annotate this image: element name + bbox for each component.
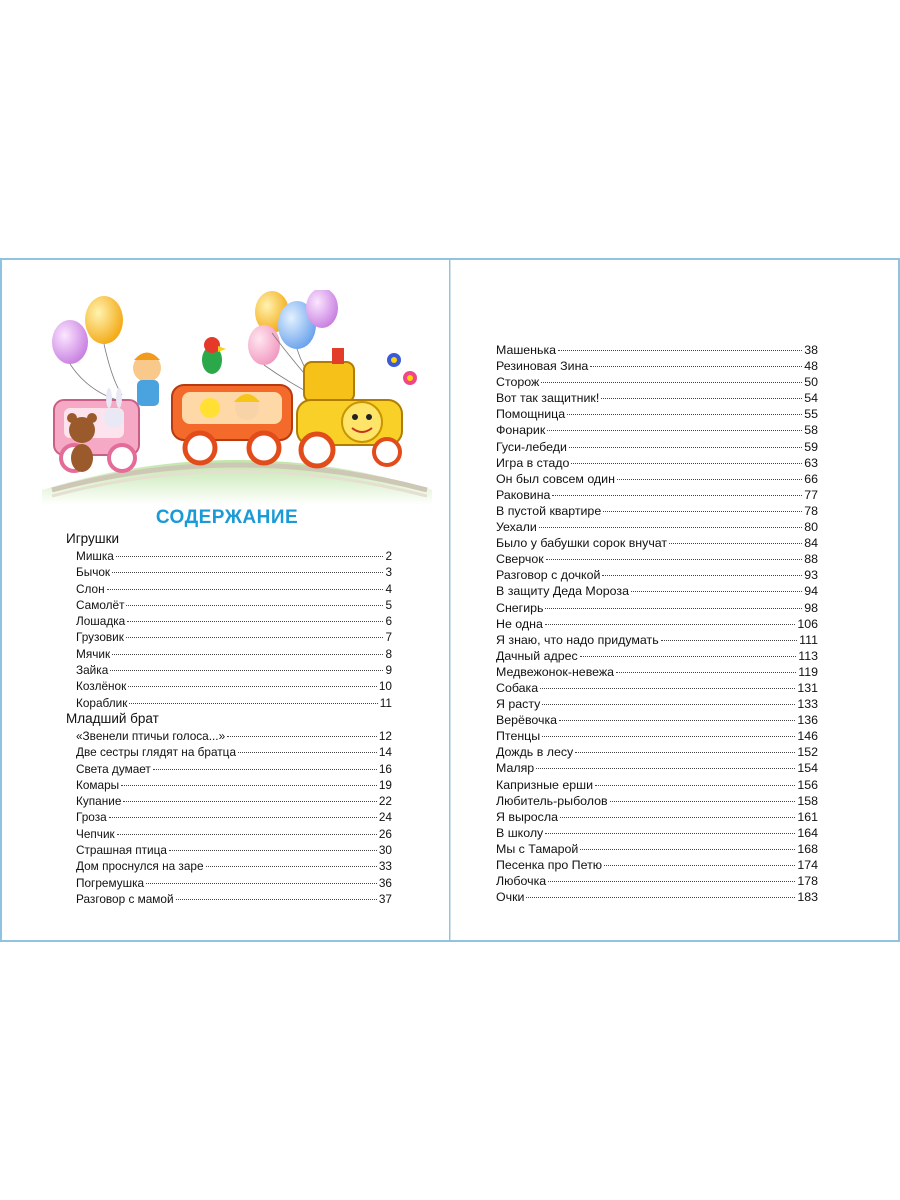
toc-entry: [66, 744, 392, 760]
toc-entry: [66, 662, 392, 678]
page-number: 94: [804, 584, 818, 599]
dot-leader: [227, 735, 377, 737]
book-spread: [0, 258, 900, 942]
entry-title: Сверчок: [496, 552, 544, 567]
page-number: 10: [378, 679, 392, 694]
entry-title: Резиновая Зина: [496, 359, 589, 374]
page-number: 50: [804, 375, 818, 390]
toc-entry: [496, 825, 818, 841]
toc-entry: [66, 548, 392, 564]
entry-title: Было у бабушки сорок внучат: [496, 536, 668, 551]
page-number: 3: [385, 565, 392, 580]
page-number: 183: [797, 890, 818, 905]
entry-title: Мы с Тамарой: [496, 841, 579, 856]
page-number: 33: [378, 859, 392, 874]
dot-leader: [558, 349, 802, 351]
toc-entry: [496, 422, 818, 438]
dot-leader: [661, 639, 797, 641]
page-number: 14: [378, 745, 392, 760]
section-heading: Младший брат: [66, 710, 159, 726]
dot-leader: [580, 655, 797, 657]
page-number: 80: [804, 520, 818, 535]
entry-title: Он был совсем один: [496, 471, 615, 486]
dot-leader: [590, 365, 802, 367]
page-number: 9: [385, 663, 392, 678]
page-number: 58: [804, 423, 818, 438]
contents-list-left: [66, 531, 392, 907]
toc-entry: [496, 696, 818, 712]
entry-title: Снегирь: [496, 600, 544, 615]
dot-leader: [176, 898, 377, 900]
page-number: 111: [799, 632, 818, 647]
page-number: 2: [385, 549, 392, 563]
entry-title: Собака: [496, 680, 539, 695]
toc-entry: [496, 793, 818, 809]
dot-leader: [117, 833, 377, 835]
entry-title: Козлёнок: [76, 679, 127, 694]
entry-title: Кораблик: [76, 695, 128, 710]
left-page: [0, 260, 450, 940]
toc-entry: [496, 358, 818, 374]
dot-leader: [567, 413, 802, 415]
dot-leader: [126, 604, 383, 606]
page-number: 8: [385, 646, 392, 661]
toc-entry: [496, 487, 818, 503]
page-number: 84: [804, 536, 818, 551]
toc-entry: [496, 777, 818, 793]
dot-leader: [116, 555, 384, 557]
page-number: 54: [804, 391, 818, 406]
dot-leader: [526, 896, 795, 898]
page-number: 98: [804, 600, 818, 615]
toc-entry: [496, 600, 818, 616]
dot-leader: [616, 671, 796, 673]
toc-entry: [66, 728, 392, 744]
dot-leader: [146, 882, 377, 884]
page-number: 178: [797, 874, 818, 889]
dot-leader: [112, 653, 383, 655]
page-number: 106: [797, 616, 818, 631]
entry-title: Мишка: [76, 549, 114, 563]
entry-title: Слон: [76, 581, 105, 596]
dot-leader: [206, 865, 377, 867]
dot-leader: [569, 446, 802, 448]
dot-leader: [127, 620, 383, 622]
page-number: 168: [797, 841, 818, 856]
page-number: 154: [797, 761, 818, 776]
entry-title: Раковина: [496, 487, 551, 502]
entry-title: Комары: [76, 777, 120, 792]
page-number: 7: [385, 630, 392, 645]
entry-title: Разговор с мамой: [76, 891, 174, 906]
dot-leader: [123, 800, 376, 802]
entry-title: Две сестры глядят на братца: [76, 745, 237, 760]
page-number: 164: [797, 825, 818, 840]
entry-title: Маляр: [496, 761, 535, 776]
entry-title: Погремушка: [76, 875, 145, 890]
dot-leader: [580, 848, 795, 850]
entry-title: Разговор с дочкой: [496, 568, 601, 583]
toc-entry: [496, 374, 818, 390]
entry-title: Грузовик: [76, 630, 124, 645]
page-number: 77: [804, 487, 818, 502]
page-number: 55: [804, 407, 818, 422]
dot-leader: [129, 702, 377, 704]
toc-entry: [66, 597, 392, 613]
entry-title: Зайка: [76, 663, 109, 678]
right-page: [450, 260, 900, 940]
entry-title: Песенка про Петю: [496, 858, 603, 872]
dot-leader: [595, 784, 795, 786]
dot-leader: [560, 816, 795, 818]
toc-entry: [496, 728, 818, 744]
contents-list-right: [496, 342, 818, 905]
page-number: 37: [378, 891, 392, 906]
page-number: 161: [797, 809, 818, 824]
toc-entry: [66, 564, 392, 580]
toc-entry: [496, 760, 818, 776]
entry-title: Самолёт: [76, 597, 125, 612]
entry-title: Я знаю, что надо придумать: [496, 632, 659, 647]
toc-entry: [66, 646, 392, 662]
page-number: 4: [385, 581, 392, 596]
toc-entry: [66, 842, 392, 858]
entry-title: Любитель-рыболов: [496, 793, 608, 808]
page-number: 11: [379, 695, 392, 710]
page-number: 59: [804, 439, 818, 454]
dot-leader: [548, 880, 795, 882]
dot-leader: [169, 849, 377, 851]
toc-entry: [496, 809, 818, 825]
page-number: 131: [797, 680, 818, 695]
dot-leader: [542, 735, 795, 737]
page-number: 152: [797, 745, 818, 760]
page-number: 38: [804, 343, 818, 357]
toc-entry: [496, 342, 818, 358]
toc-entry: [66, 629, 392, 645]
toc-entry: [66, 793, 392, 809]
toc-entry: [496, 632, 818, 648]
toc-entry: [66, 695, 392, 711]
dot-leader: [604, 864, 795, 866]
entry-title: Дождь в лесу: [496, 745, 574, 760]
dot-leader: [542, 703, 795, 705]
dot-leader: [107, 588, 384, 590]
dot-leader: [545, 607, 802, 609]
page-number: 36: [378, 875, 392, 890]
page-number: 26: [378, 826, 392, 841]
toc-entry: [66, 858, 392, 874]
dot-leader: [112, 571, 383, 573]
toc-entry: [496, 503, 818, 519]
entry-title: В школу: [496, 825, 544, 840]
page-number: 48: [804, 359, 818, 374]
dot-leader: [545, 832, 795, 834]
page-number: 19: [378, 777, 392, 792]
page-title: СОДЕРЖАНИЕ: [155, 507, 299, 528]
page-number: 66: [804, 471, 818, 486]
page-number: 119: [798, 664, 818, 679]
entry-title: Не одна: [496, 616, 543, 631]
toc-entry: [496, 567, 818, 583]
toc-entry: [496, 841, 818, 857]
toc-entry: [66, 875, 392, 891]
entry-title: Любочка: [496, 874, 547, 889]
page-number: 63: [804, 455, 818, 470]
entry-title: Я выросла: [496, 809, 558, 824]
entry-title: Помощница: [496, 407, 566, 422]
toc-entry: [66, 581, 392, 597]
toc-entry: [496, 455, 818, 471]
toc-entry: [496, 680, 818, 696]
page-number: 136: [797, 713, 818, 728]
toc-entry: [496, 889, 818, 905]
dot-leader: [559, 719, 795, 721]
entry-title: Уехали: [496, 520, 537, 535]
entry-title: Гуси-лебеди: [496, 439, 567, 454]
dot-leader: [575, 751, 795, 753]
entry-title: Капризные ерши: [496, 777, 594, 792]
entry-title: В защиту Деда Мороза: [496, 584, 629, 599]
page-number: 5: [385, 597, 392, 612]
toc-entry: [496, 390, 818, 406]
dot-leader: [121, 784, 377, 786]
entry-title: Сторож: [496, 375, 540, 390]
entry-title: В пустой квартире: [496, 503, 602, 518]
entry-title: Купание: [76, 794, 122, 809]
entry-title: «Звенели птичьи голоса...»: [76, 728, 226, 743]
toc-entry: [496, 519, 818, 535]
entry-title: Очки: [496, 890, 525, 905]
toc-entry: [496, 857, 818, 873]
entry-title: Фонарик: [496, 423, 546, 438]
toc-entry: [66, 777, 392, 793]
page-number: 174: [797, 858, 818, 872]
entry-title: Птенцы: [496, 729, 541, 744]
toc-entry: [66, 809, 392, 825]
toc-entry: [66, 678, 392, 694]
entry-title: Машенька: [496, 343, 557, 357]
toc-entry: [496, 535, 818, 551]
dot-leader: [602, 574, 802, 576]
page-number: 24: [378, 810, 392, 825]
page-number: 93: [804, 568, 818, 583]
entry-title: Гроза: [76, 810, 107, 825]
dot-leader: [110, 669, 383, 671]
entry-title: Дачный адрес: [496, 648, 578, 663]
entry-title: Верёвочка: [496, 713, 558, 728]
dot-leader: [153, 768, 377, 770]
toc-entry: [496, 551, 818, 567]
section-heading: Игрушки: [66, 531, 120, 546]
toc-entry: [496, 664, 818, 680]
dot-leader: [109, 816, 377, 818]
toc-entry: [496, 616, 818, 632]
page-number: 30: [378, 843, 392, 858]
page-number: 6: [385, 614, 392, 629]
toc-entry: [66, 613, 392, 629]
toc-entry: [496, 406, 818, 422]
dot-leader: [552, 494, 802, 496]
dot-leader: [547, 429, 802, 431]
page-number: 113: [798, 648, 818, 663]
toc-entry: [66, 761, 392, 777]
entry-title: Медвежонок-невежа: [496, 664, 615, 679]
dot-leader: [617, 478, 802, 480]
entry-title: Страшная птица: [76, 843, 167, 858]
dot-leader: [545, 623, 795, 625]
dot-leader: [603, 510, 802, 512]
dot-leader: [601, 397, 802, 399]
entry-title: Я расту: [496, 697, 541, 712]
page-number: 156: [797, 777, 818, 792]
dot-leader: [128, 685, 377, 687]
page-number: 133: [797, 697, 818, 712]
entry-title: Игра в стадо: [496, 455, 570, 470]
entry-title: Бычок: [76, 565, 111, 580]
page-number: 78: [804, 503, 818, 518]
entry-title: Света думает: [76, 761, 151, 776]
entry-title: Чепчик: [76, 826, 115, 841]
entry-title: Дом проснулся на заре: [76, 859, 204, 874]
page-number: 12: [378, 728, 392, 743]
page-number: 158: [797, 793, 818, 808]
toy-train-with-balloons-illustration: [42, 290, 432, 505]
toc-entry: [66, 891, 392, 907]
toc-entry: [496, 439, 818, 455]
toc-entry: [496, 712, 818, 728]
toc-entry: [496, 583, 818, 599]
dot-leader: [238, 751, 377, 753]
dot-leader: [541, 381, 802, 383]
dot-leader: [669, 542, 802, 544]
entry-title: Лошадка: [76, 614, 126, 629]
dot-leader: [546, 558, 803, 560]
dot-leader: [631, 590, 802, 592]
entry-title: Вот так защитник!: [496, 391, 600, 406]
toc-entry: [496, 471, 818, 487]
page-number: 88: [804, 552, 818, 567]
toc-entry: [66, 826, 392, 842]
dot-leader: [536, 767, 795, 769]
entry-title: Мячик: [76, 646, 111, 661]
dot-leader: [126, 636, 384, 638]
page-number: 146: [797, 729, 818, 744]
dot-leader: [540, 687, 795, 689]
dot-leader: [571, 462, 802, 464]
toc-entry: [496, 648, 818, 664]
page-number: 16: [378, 761, 392, 776]
toc-entry: [496, 744, 818, 760]
dot-leader: [610, 800, 796, 802]
dot-leader: [539, 526, 802, 528]
page-number: 22: [378, 794, 392, 809]
toc-entry: [496, 873, 818, 889]
